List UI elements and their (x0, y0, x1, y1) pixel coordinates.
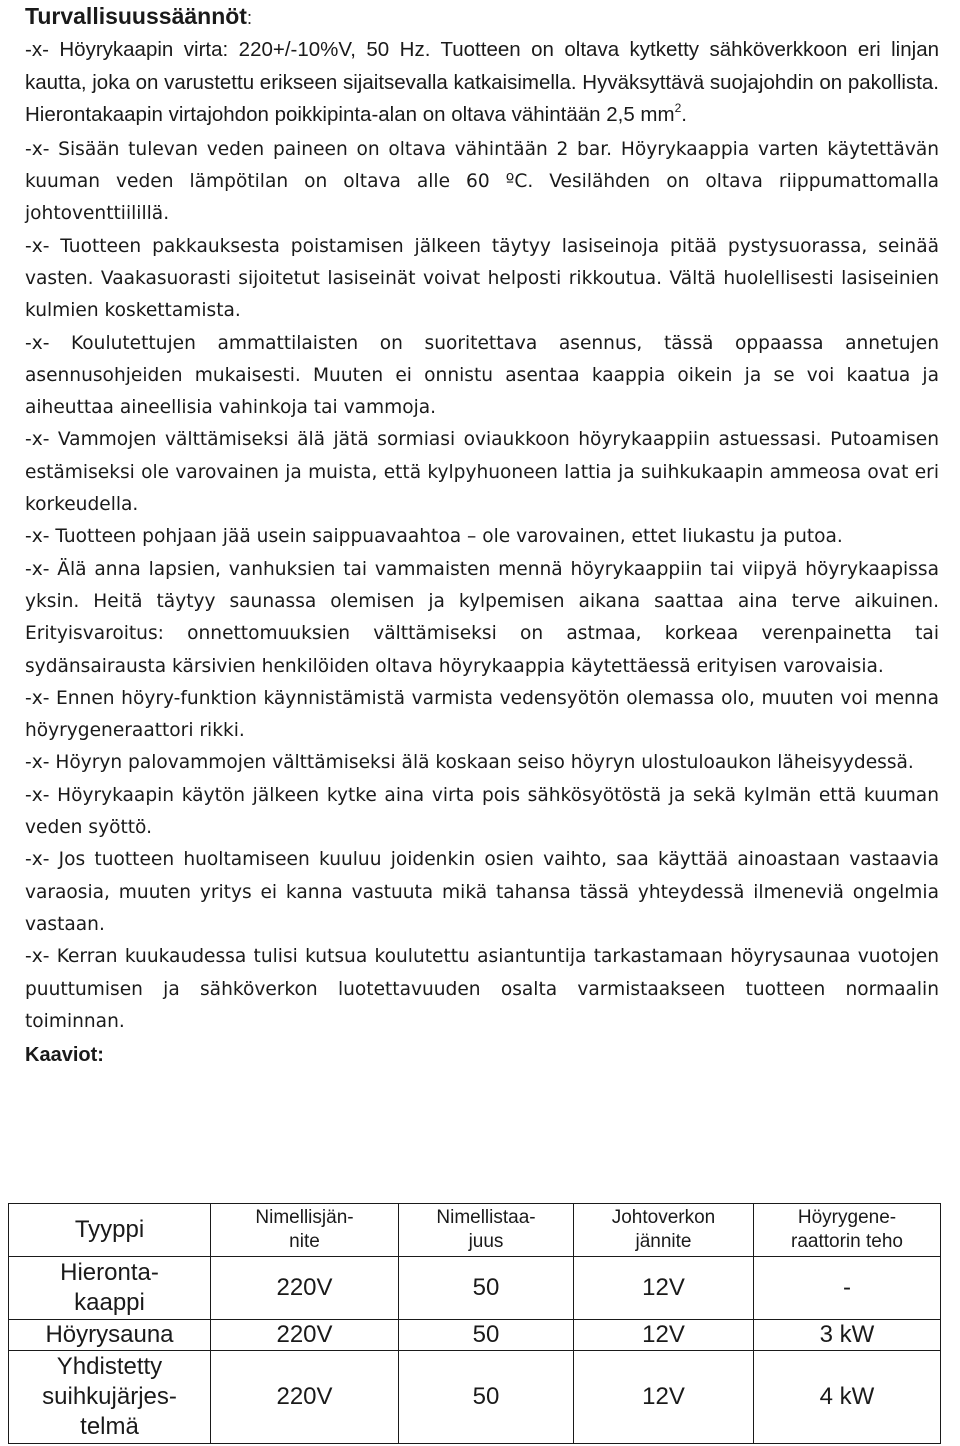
safety-paragraph-9: -x- Höyryn palovammojen välttämiseksi älä koskaan seiso höyryn ulostuloaukon läheisyydessä. (25, 752, 914, 774)
cell-frequency: 50 (399, 1320, 574, 1351)
safety-paragraph-8: -x- Ennen höyry-funktion käynnistämistä varmista vedensyötön olemassa olo, muuten voi menna höyrygeneraattori rikki. (25, 687, 939, 742)
header-steam-generator-power: Höyrygene- raattorin teho (754, 1204, 941, 1257)
cell-frequency: 50 (399, 1351, 574, 1444)
safety-paragraph-10: -x- Höyrykaapin käytön jälkeen kytke aina virta pois sähkösyötöstä ja sekä kylmän että kuuman veden syöttö. (25, 784, 939, 839)
cell-mains-voltage: 12V (574, 1351, 754, 1444)
table-row (9, 1351, 941, 1444)
cell-power: 4 kW (754, 1351, 941, 1444)
safety-paragraph-1-text: -x- Höyrykaapin virta: 220+/-10%V, 50 Hz. Tuotteen on oltava kytketty sähköverkkoon eri linjan kautta, joka on varustettu erikseen sijaitsevalla katkaisimella. Hyväksyttävä suojajohdin on pakollista. Hierontakaapin virtajohdon poikkipinta-alan on oltava vähintään 2,5 mm (25, 38, 939, 127)
page-title: Turvallisuussäännöt: (25, 3, 252, 29)
safety-paragraph-5: -x- Vammojen välttämiseksi älä jätä sormiasi oviaukkoon höyrykaappiin astuessasi. Putoamisen estämiseksi ole varovainen ja muista, että kylpyhuoneen lattia ja suihkukaapin ammeosa ovat eri korkeudella. (25, 429, 939, 516)
safety-paragraph-1 (25, 34, 939, 134)
safety-paragraph-11: -x- Jos tuotteen huoltamiseen kuuluu joidenkin osien vaihto, saa käyttää ainoastaan vastaavia varaosia, muuten yritys ei kanna vastuuta mikä tahansa tässä yhteydessä ilmeneviä ongelmia vastaan. (25, 849, 939, 935)
header-rated-voltage: Nimellisjän- nite (211, 1204, 399, 1257)
table-header-row (9, 1204, 941, 1257)
cell-power: 3 kW (754, 1320, 941, 1351)
title-colon: : (246, 8, 252, 28)
table-title: Kaaviot: (25, 1044, 104, 1067)
header-rated-frequency: Nimellistaa- juus (399, 1204, 574, 1257)
cell-type: Höyrysauna (9, 1320, 211, 1351)
cell-voltage: 220V (211, 1320, 399, 1351)
specifications-table (8, 1203, 941, 1444)
safety-paragraph-2: -x- Sisään tulevan veden paineen on oltava vähintään 2 bar. Höyrykaappia varten käytettävän kuuman veden lämpötilan on oltava alle 60 ºC. Vesilähden on oltava riippumattomalla johtoventtiilillä. (25, 138, 939, 225)
cell-voltage: 220V (211, 1257, 399, 1320)
document-page (25, 0, 939, 1070)
safety-paragraph-7: -x- Älä anna lapsien, vanhuksien tai vammaisten mennä höyrykaappiin tai viipyä höyrykaapissa yksin. Heitä täytyy saunassa olemisen ja kylpemisen aikana saattaa aina terve aikuinen. Erityisvaroitus: onnettomuuksien välttämiseksi on astmaa, korkeaa verenpainetta tai sydänsairausta kärsivien henkilöiden oltava höyrykaappia käytettäessä erityisen varovaisia. (25, 558, 939, 677)
safety-paragraph-4: -x- Koulutettujen ammattilaisten on suoritettava asennus, tässä oppaassa annetujen asennusohjeiden mukaisesti. Muuten ei onnistu asentaa kaappia oikein ja se voi kaatua ja aiheuttaa aineellisia vahinkoja tai vammoja. (25, 332, 939, 419)
cell-mains-voltage: 12V (574, 1320, 754, 1351)
safety-paragraph-12: -x- Kerran kuukaudessa tulisi kutsua koulutettu asiantuntija tarkastamaan höyrysaunaa vuotojen puuttumisen ja sähköverkon luotettavuuden osalta varmistaakseen tuotteen normaalin toiminnan. (25, 946, 939, 1032)
safety-paragraph-6: -x- Tuotteen pohjaan jää usein saippuavaahtoa – ole varovainen, ettet liukastu ja putoa. (25, 526, 843, 548)
safety-paragraph-3: -x- Tuotteen pakkauksesta poistamisen jälkeen täytyy lasiseinoja pitää pystysuorassa, seinää vasten. Vaakasuorasti sijoitetut lasiseinät voivat helposti rikkoutua. Vältä huolellisesti lasiseinien kulmien koskettamista. (25, 235, 939, 322)
cell-power: - (754, 1257, 941, 1320)
safety-paragraph-1-end: . (681, 103, 687, 127)
table-row (9, 1320, 941, 1351)
header-mains-voltage: Johtoverkon jännite (574, 1204, 754, 1257)
cell-mains-voltage: 12V (574, 1257, 754, 1320)
table-row (9, 1257, 941, 1320)
cell-voltage: 220V (211, 1351, 399, 1444)
cell-type: Hieronta- kaappi (9, 1257, 211, 1320)
cell-type: Yhdistetty suihkujärjes- telmä (9, 1351, 211, 1444)
header-type: Tyyppi (9, 1204, 211, 1257)
cell-frequency: 50 (399, 1257, 574, 1320)
superscript-2: 2 (674, 101, 682, 116)
